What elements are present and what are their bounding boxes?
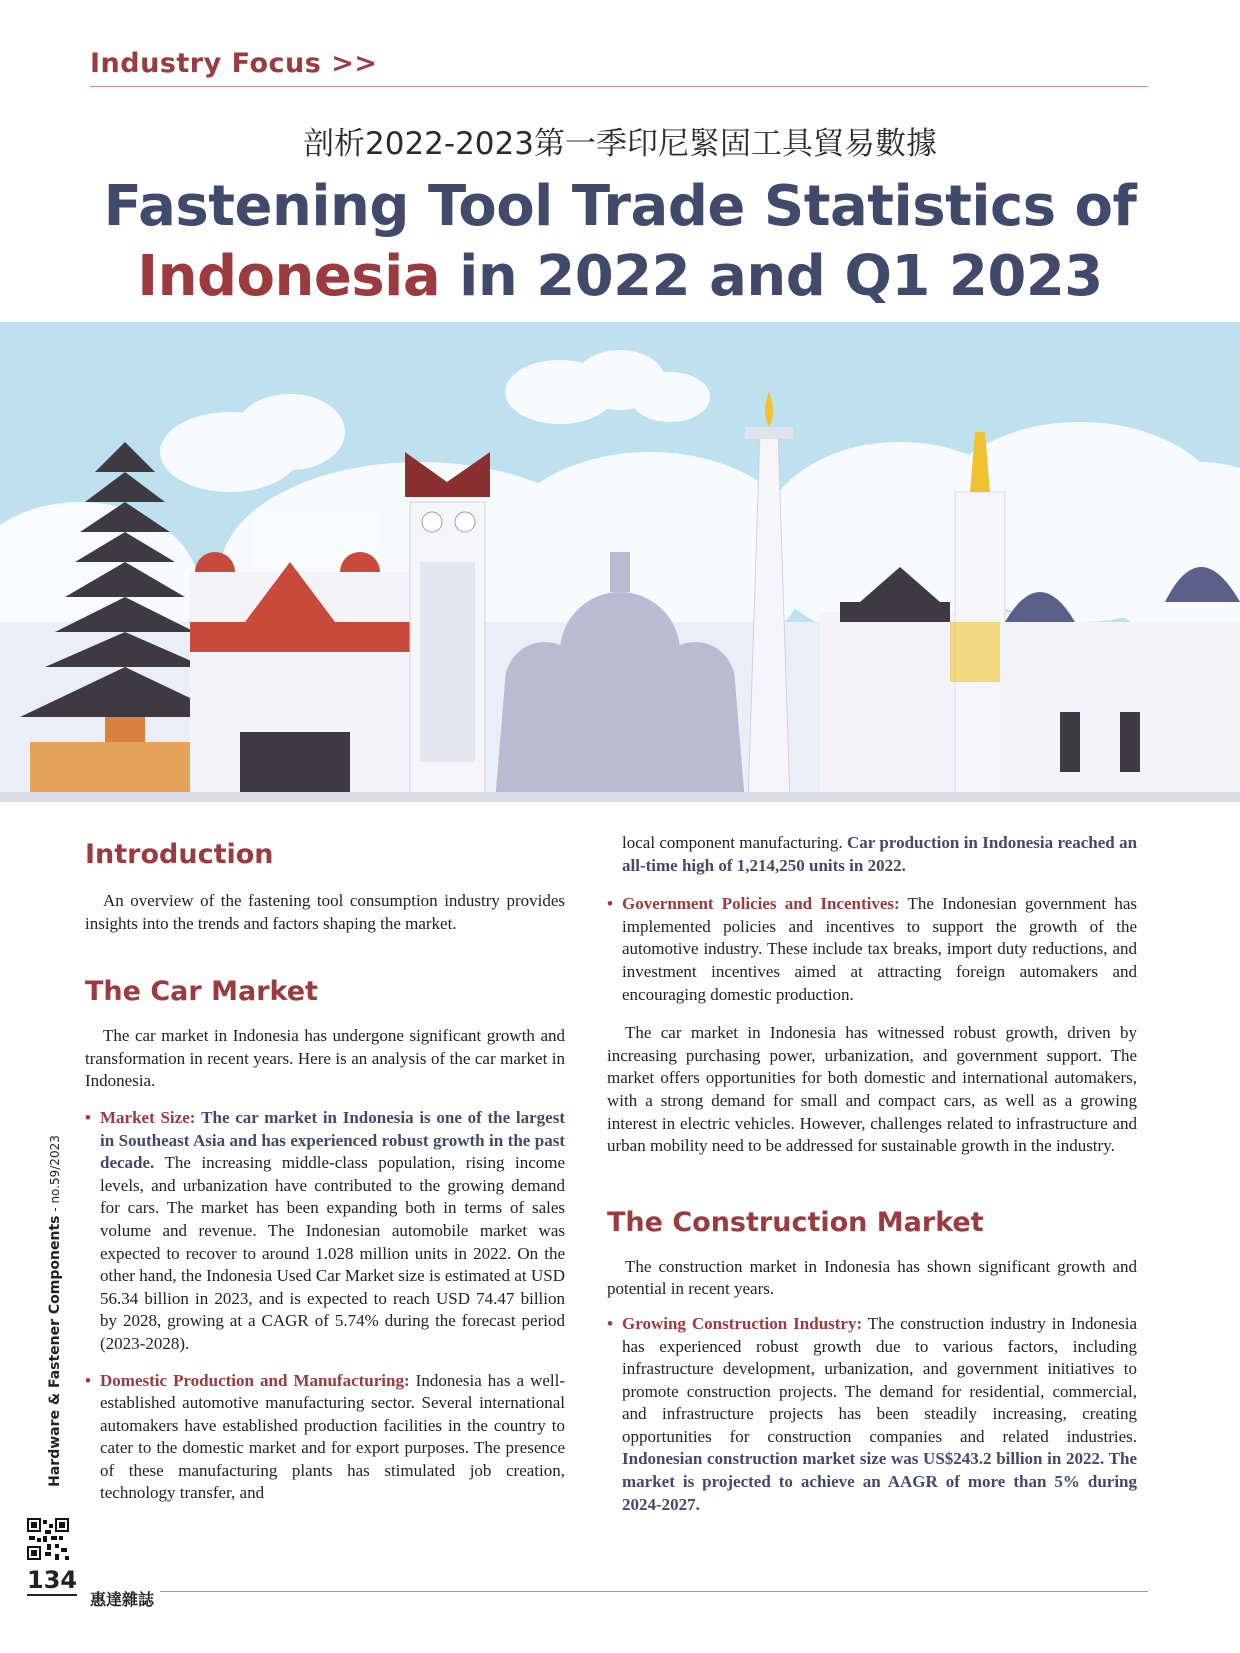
bullet-text: Indonesia has a well-established automotive manufacturing sector. Several international automakers have established production facilities in the country to cater to the domestic market and for export purposes. The presence of these manufacturing plants has stimulated job creation, technology transfer, and <box>100 1370 566 1503</box>
page-number: 134 <box>27 1566 78 1594</box>
footer-brand: 惠達雜誌 <box>90 1587 160 1610</box>
bullet-lead: Government Policies and Incentives: <box>622 894 900 914</box>
car-market-intro: The car market in Indonesia has undergone significant growth and transformation in recent years. Here is an analysis of the car market in Indonesia. <box>85 1026 565 1091</box>
continued-plain: local component manufacturing. <box>622 833 843 852</box>
title-line-2 <box>0 242 1240 312</box>
footer-rule <box>90 1591 1148 1592</box>
title-line-1: Fastening Tool Trade Statistics of <box>103 174 1137 239</box>
issue-number: - no.59/2023 <box>48 1135 62 1216</box>
highlight-text: Indonesian construction market size was US$243.2 billion in 2022. The market is projected to achieve an AAGR of more than 5% during 2024-2027. <box>622 1449 1137 1514</box>
right-column <box>607 832 1137 1516</box>
qr-code-icon[interactable] <box>27 1518 69 1560</box>
bullet-lead: Domestic Production and Manufacturing: <box>100 1370 410 1390</box>
introduction-text: An overview of the fastening tool consumption industry provides insights into the trends and factors shaping the market. <box>85 891 565 933</box>
highlight-text: Car production in Indonesia reached an all-time high of 1,214,250 units in 2022. <box>622 833 1138 875</box>
sidebar-text <box>47 1111 69 1511</box>
clock-tower-icon <box>405 452 490 802</box>
bullet-text: The Indonesian government has implemented policies and incentives to support the growth of the automotive industry. These include tax breaks, import duty reductions, and investment incentives aimed at attracting foreign automakers and encouraging domestic production. <box>622 894 1137 1004</box>
header-rule <box>90 86 1148 87</box>
sidebar-magazine-label <box>38 1110 63 1510</box>
car-market-heading: The Car Market <box>85 976 318 1008</box>
construction-market-heading: The Construction Market <box>607 1206 984 1238</box>
section-tag: Industry Focus >> <box>90 48 378 79</box>
bullet-market-size <box>85 1107 565 1356</box>
car-market-summary: The car market in Indonesia has witnessed robust growth, driven by increasing purchasing power, urbanization, and government support. The market offers opportunities for both domestic and international automakers, with a strong demand for small and compact cars, as well as a growing interest in electric vehicles. However, challenges related to infrastructure and urban mobility need to be addressed for sustainable growth in the industry. <box>607 1023 1137 1156</box>
bullet-lead: Growing Construction Industry: <box>622 1313 863 1333</box>
bullet-text: The construction industry in Indonesia has experienced robust growth due to various factors, including infrastructure development, urbanization, and government initiatives to promote construction projects. The demand for residential, commercial, and infrastructure projects has been steadily increasing, creating opportunities for construction companies and related industries. <box>622 1313 1137 1446</box>
bullet-text: The increasing middle-class population, rising income levels, and urbanization have contributed to the growing demand for cars. The market has been expanding both in terms of sales volume and revenue. The Indonesian automobile market was expected to recover to around 1.028 million units in 2022. On the other hand, the Indonesia Used Car Market size is estimated at USD 56.34 billion in 2023, and is expected to reach USD 74.47 billion by 2028, growing at a CAGR of 5.74% during the forecast period (2023-2028). <box>100 1153 566 1353</box>
title-english <box>0 172 1240 312</box>
title-accent: Indonesia <box>137 244 441 309</box>
left-column <box>85 838 565 1505</box>
magazine-name: Hardware & Fastener Components <box>47 1215 63 1487</box>
continued-text <box>607 832 1137 877</box>
introduction-heading: Introduction <box>85 839 274 870</box>
bullet-lead: Market Size: <box>100 1107 196 1127</box>
title-line-2-rest: in 2022 and Q1 2023 <box>440 244 1103 309</box>
construction-intro: The construction market in Indonesia has shown significant growth and potential in recent years. <box>607 1256 1137 1299</box>
bullet-government-policies <box>607 893 1137 1006</box>
indonesia-landmarks-illustration <box>0 322 1240 802</box>
bullet-growing-construction <box>607 1313 1137 1516</box>
title-chinese: 剖析2022-2023第一季印尼緊固工具貿易數據 <box>303 126 937 162</box>
colonial-building-icon <box>190 552 410 802</box>
highlight-text: The car market in Indonesia is one of the largest in Southeast Asia and has experienced robust growth in the past decade. <box>100 1107 565 1173</box>
bullet-domestic-production <box>85 1370 565 1506</box>
